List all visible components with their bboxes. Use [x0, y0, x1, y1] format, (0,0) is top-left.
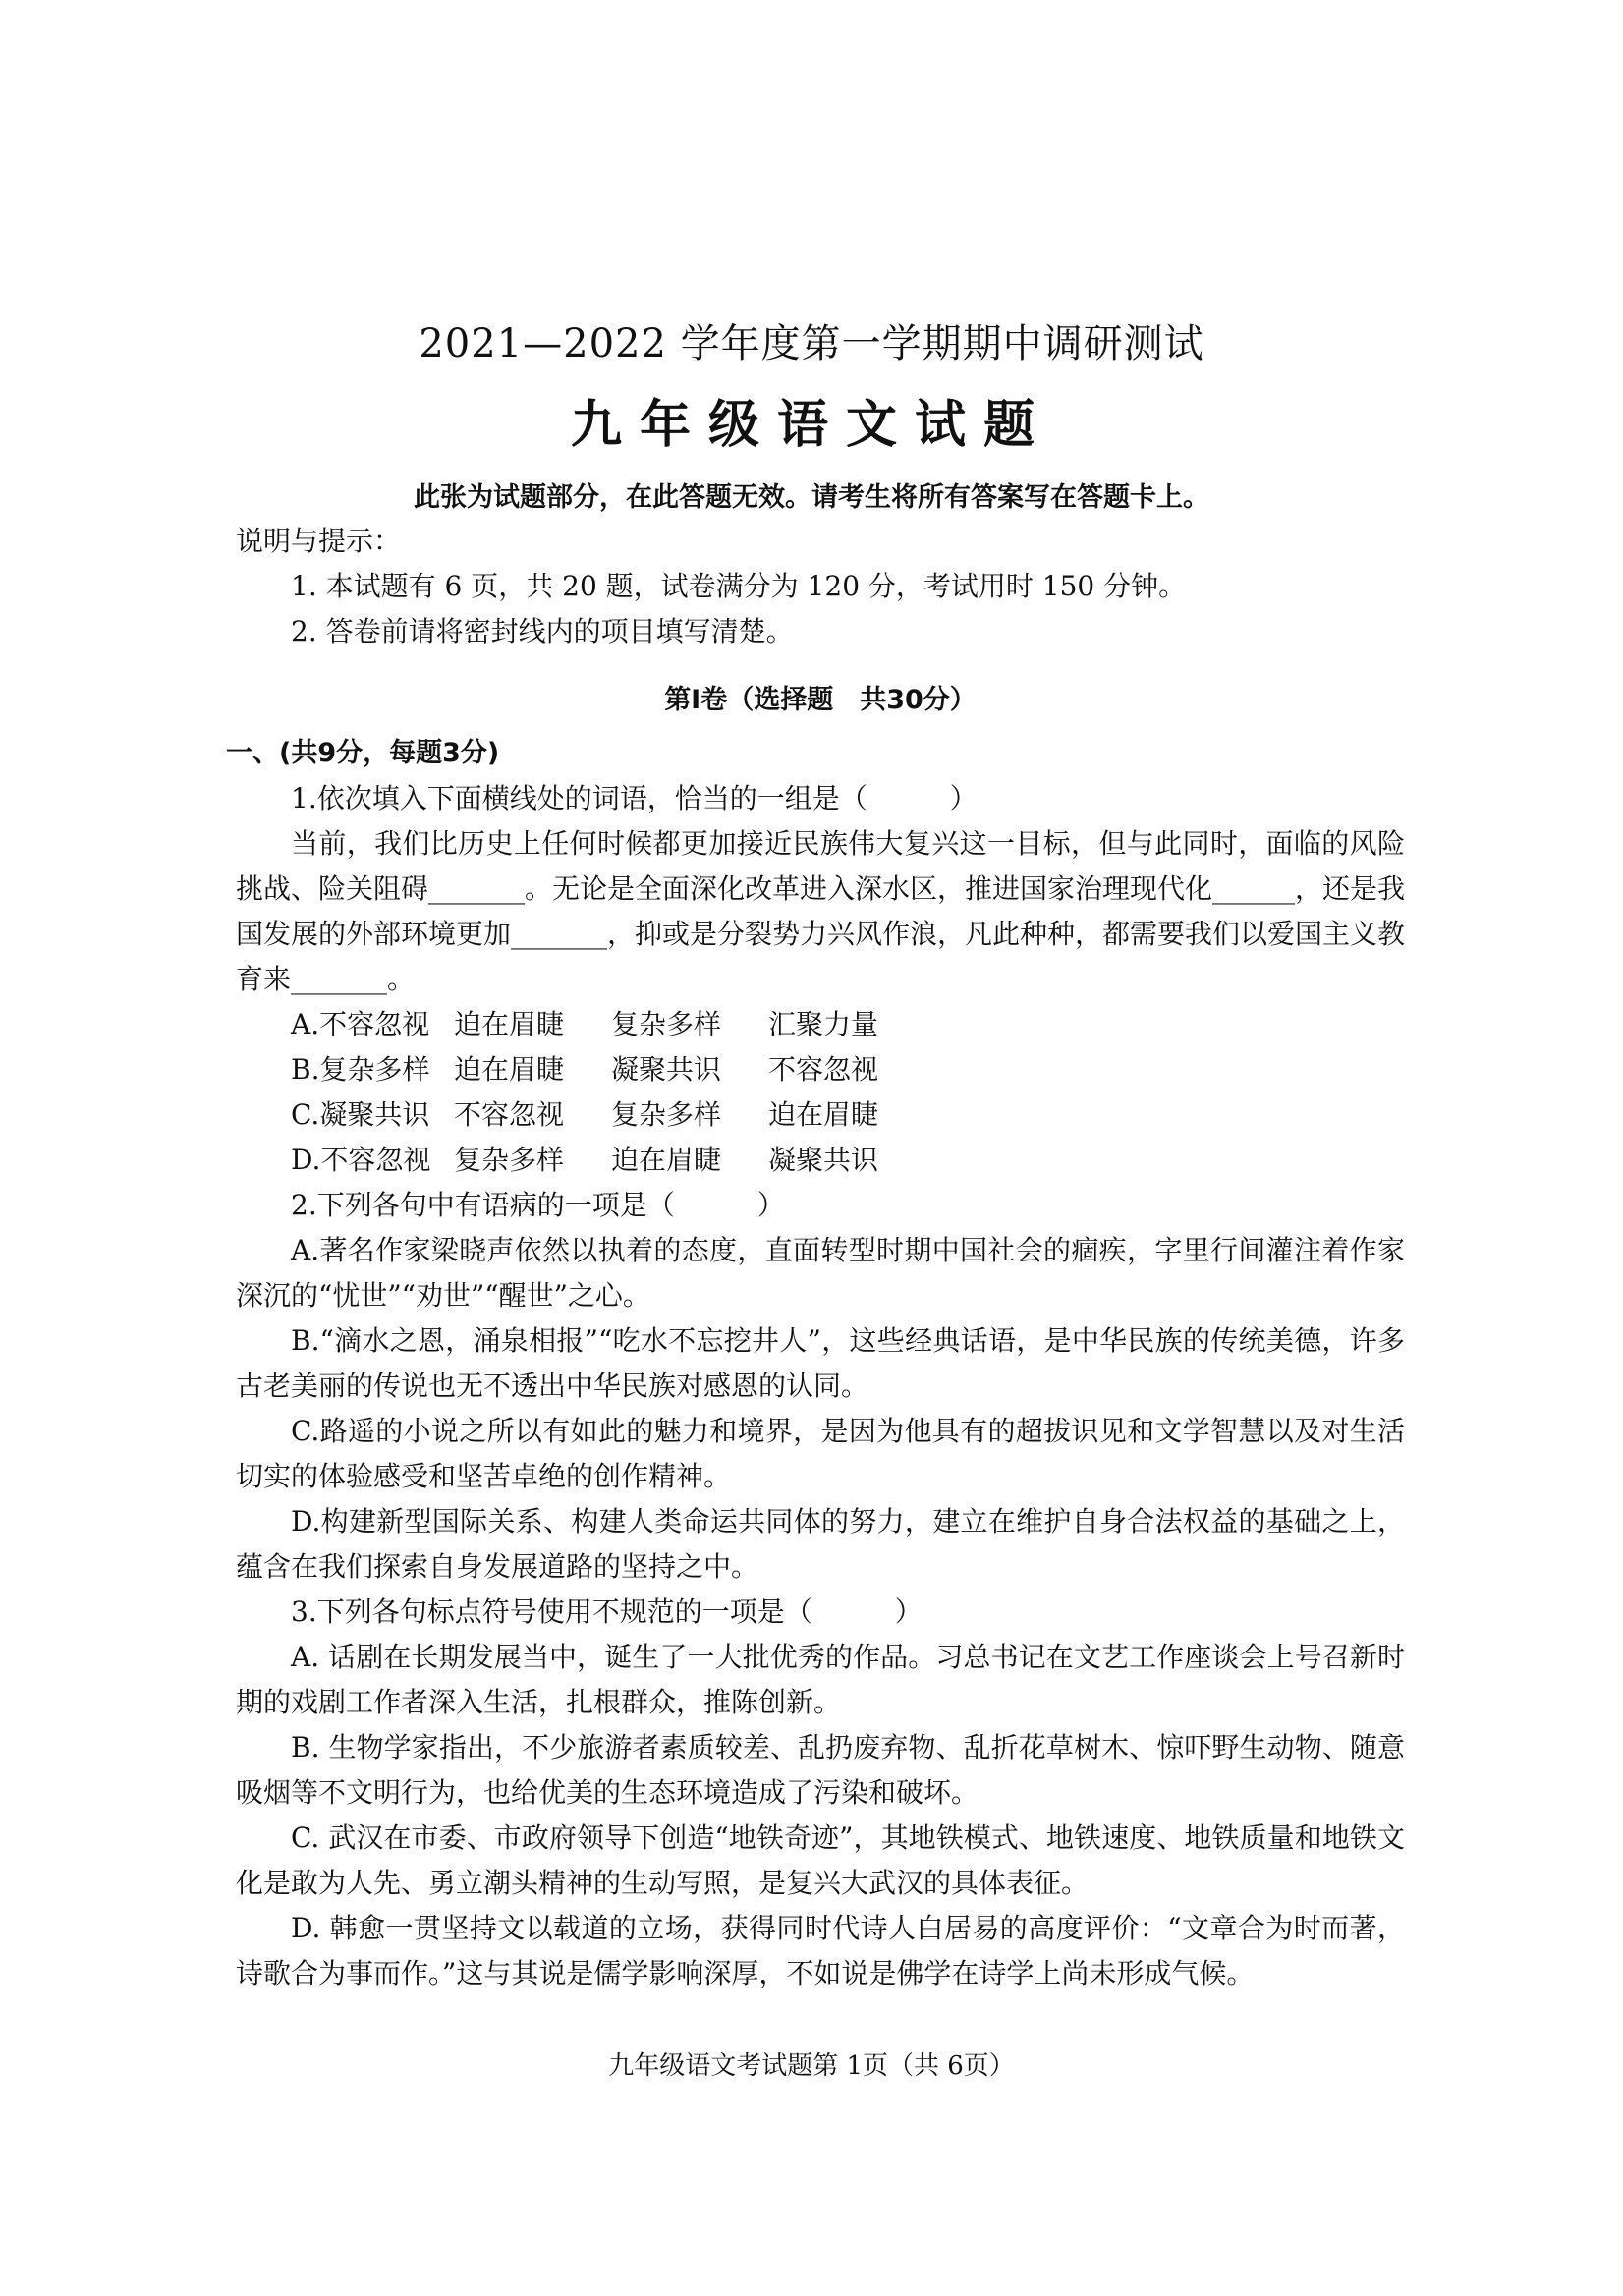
question-3-option-a: A. 话剧在长期发展当中，诞生了一大批优秀的作品。习总书记在文艺工作座谈会上号召新时期的戏剧工作者深入生活，扎根群众，推陈创新。: [236, 1641, 1405, 1718]
question-2-option-c: C.路遥的小说之所以有如此的魅力和境界，是因为他具有的超拔识见和文学智慧以及对生活切实的体验感受和坚苦卓绝的创作精神。: [236, 1415, 1405, 1492]
page-footer: 九年级语文考试题第 1页（共 6页）: [608, 2051, 1015, 2081]
instruction-item: 2. 答卷前请将密封线内的项目填写清楚。: [291, 615, 794, 647]
part-title: 第Ⅰ卷（选择题 共30分）: [664, 685, 977, 715]
option-word: 复杂多样: [611, 1008, 722, 1040]
option-word: 迫在眉睫: [768, 1098, 879, 1131]
question-1-option-d: [236, 1138, 1405, 1183]
option-word: 迫在眉睫: [611, 1144, 722, 1176]
question-3-option-c: C. 武汉在市委、市政府领导下创造“地铁奇迹”，其地铁模式、地铁速度、地铁质量和地铁文化是敢为人先、勇立潮头精神的生动写照，是复兴大武汉的具体表征。: [236, 1821, 1405, 1899]
question-1-option-a: [236, 1002, 1405, 1047]
question-2-option-b: B.“滴水之恩，涌泉相报”“吃水不忘挖井人”，这些经典话语，是中华民族的传统美德，许多古老美丽的传说也无不透出中华民族对感恩的认同。: [236, 1324, 1405, 1402]
question-3-stem: 3.下列各句标点符号使用不规范的一项是（ ）: [291, 1596, 923, 1628]
instructions-heading: 说明与提示：: [236, 525, 402, 557]
question-1-passage: 当前，我们比历史上任何时候都更加接近民族伟大复兴这一目标，但与此同时，面临的风险挑战、险关阻碍_______。无论是全面深化改革进入深水区，推进国家治理现代化______，还是我国发展的外部环境更加_______，抑或是分裂势力兴风作浪，凡此种种，都需要我们以爱国主义教育来_______。: [236, 827, 1406, 995]
option-word: 复杂多样: [611, 1098, 722, 1131]
exam-subtitle: 九年级语文试题: [570, 395, 1052, 455]
question-1-option-c: [236, 1092, 1405, 1138]
exam-body: [226, 519, 1406, 1996]
option-word: A.不容忽视: [291, 1008, 430, 1040]
option-word: 迫在眉睫: [454, 1008, 565, 1040]
option-word: 凝聚共识: [768, 1144, 879, 1176]
instruction-item: 1. 本试题有 6 页，共 20 题，试卷满分为 120 分，考试用时 150 分钟。: [291, 570, 1187, 602]
option-word: 凝聚共识: [611, 1053, 722, 1086]
question-2-option-a: A.著名作家梁晓声依然以执着的态度，直面转型时期中国社会的痼疾，字里行间灌注着作家深沉的“忧世”“劝世”“醒世”之心。: [236, 1234, 1405, 1312]
option-word: 不容忽视: [454, 1098, 565, 1131]
option-word: 汇聚力量: [768, 1008, 879, 1040]
exam-title: 2021—2022 学年度第一学期期中调研测试: [419, 321, 1204, 366]
option-word: 迫在眉睫: [454, 1053, 565, 1086]
question-2-stem: 2.下列各句中有语病的一项是（ ）: [291, 1189, 785, 1221]
question-3-option-b: B. 生物学家指出，不少旅游者素质较差、乱扔废弃物、乱折花草树木、惊吓野生动物、随意吸烟等不文明行为，也给优美的生态环境造成了污染和破坏。: [236, 1731, 1405, 1809]
option-word: B.复杂多样: [291, 1053, 430, 1086]
question-1-option-b: [236, 1047, 1405, 1092]
section-heading: 一、(共9分，每题3分): [226, 738, 500, 768]
option-word: 不容忽视: [768, 1053, 879, 1086]
question-1-stem: 1.依次填入下面横线处的词语，恰当的一组是（ ）: [291, 782, 978, 814]
question-2-option-d: D.构建新型国际关系、构建人类命运共同体的努力，建立在维护自身合法权益的基础之上，蕴含在我们探索自身发展道路的坚持之中。: [236, 1505, 1405, 1583]
option-word: 复杂多样: [454, 1144, 565, 1176]
answer-notice: 此张为试题部分，在此答题无效。请考生将所有答案写在答题卡上。: [414, 482, 1209, 513]
question-3-option-d: D. 韩愈一贯坚持文以载道的立场，获得同时代诗人白居易的高度评价：“文章合为时而著，诗歌合为事而作。”这与其说是儒学影响深厚，不如说是佛学在诗学上尚未形成气候。: [236, 1912, 1405, 1989]
option-word: D.不容忽视: [291, 1144, 431, 1176]
option-word: C.凝聚共识: [291, 1098, 430, 1131]
